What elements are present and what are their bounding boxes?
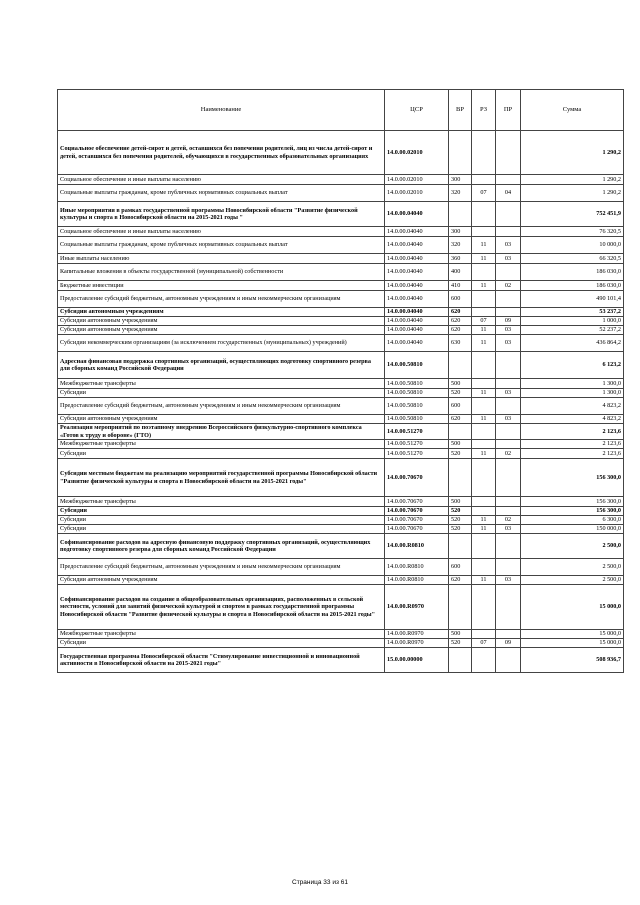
cell-vr [449,131,472,175]
cell-name: Предоставление субсидий бюджетным, автономным учреждениям и иным некоммерческим организациям [58,291,385,308]
cell-sum: 150 000,0 [521,525,624,534]
cell-pr [496,308,521,317]
cell-rz [472,497,496,507]
cell-csr: 14.0.00.R0970 [385,630,449,639]
cell-pr [496,131,521,175]
cell-rz [472,227,496,237]
cell-name: Предоставление субсидий бюджетным, автономным учреждениям и иным некоммерческим организациям [58,559,385,576]
cell-name: Софинансирование расходов на адресную финансовую поддержку спортивных организаций, осуществляющих подготовку спортивного резерва для сборных команд Российской Федерации [58,534,385,559]
table-body [58,131,624,673]
table-row [58,335,624,352]
table-row [58,630,624,639]
cell-rz: 11 [472,525,496,534]
cell-name: Социальное обеспечение детей-сирот и детей, оставшихся без попечения родителей, лиц из числа детей-сирот и детей, оставшихся без попечения родителей, обучающихся в государственных образовательных организациях [58,131,385,175]
cell-rz [472,585,496,630]
cell-vr [449,585,472,630]
cell-rz [472,308,496,317]
cell-pr [496,440,521,449]
table-row [58,639,624,648]
table-row [58,534,624,559]
cell-pr: 03 [496,389,521,398]
cell-rz [472,379,496,389]
cell-name: Субсидии автономным учреждениям [58,326,385,335]
cell-pr [496,202,521,227]
cell-csr: 14.0.00.51270 [385,449,449,459]
cell-vr: 360 [449,254,472,264]
cell-pr [496,585,521,630]
cell-name: Субсидии [58,516,385,525]
cell-csr: 14.0.00.04040 [385,254,449,264]
cell-csr: 14.0.00.04040 [385,281,449,291]
cell-vr: 500 [449,497,472,507]
cell-rz: 11 [472,281,496,291]
table-row [58,440,624,449]
cell-csr: 14.0.00.51270 [385,440,449,449]
cell-rz [472,175,496,185]
cell-sum: 156 300,0 [521,459,624,497]
cell-name: Капитальные вложения в объекты государственной (муниципальной) собственности [58,264,385,281]
cell-pr: 02 [496,449,521,459]
cell-sum: 2 123,6 [521,449,624,459]
cell-pr: 03 [496,326,521,335]
cell-rz: 11 [472,516,496,525]
cell-rz: 07 [472,639,496,648]
cell-sum: 156 300,0 [521,507,624,516]
cell-rz: 11 [472,576,496,585]
table-row [58,264,624,281]
cell-csr: 14.0.00.04040 [385,291,449,308]
table-row [58,308,624,317]
cell-pr [496,507,521,516]
cell-name: Субсидии автономным учреждениям [58,576,385,585]
cell-vr: 620 [449,308,472,317]
cell-rz [472,398,496,415]
cell-vr: 600 [449,559,472,576]
cell-rz: 11 [472,326,496,335]
cell-rz: 07 [472,317,496,326]
cell-vr: 500 [449,630,472,639]
cell-sum: 1 290,2 [521,175,624,185]
cell-sum: 1 000,0 [521,317,624,326]
table-row [58,415,624,424]
table-row [58,281,624,291]
cell-name: Субсидии [58,507,385,516]
table-row [58,516,624,525]
table-row [58,317,624,326]
cell-vr [449,459,472,497]
cell-sum: 53 237,2 [521,308,624,317]
header-csr: ЦСР [385,90,449,131]
cell-pr [496,264,521,281]
cell-vr: 600 [449,291,472,308]
cell-name: Межбюджетные трансферты [58,440,385,449]
cell-sum: 2 500,0 [521,559,624,576]
cell-name: Социальное обеспечение и иные выплаты населению [58,227,385,237]
cell-pr: 03 [496,415,521,424]
cell-pr [496,175,521,185]
cell-sum: 10 000,0 [521,237,624,254]
cell-pr [496,459,521,497]
cell-name: Субсидии автономным учреждениям [58,317,385,326]
cell-pr [496,497,521,507]
cell-sum: 4 823,2 [521,415,624,424]
cell-rz: 11 [472,389,496,398]
cell-csr: 14.0.00.70670 [385,525,449,534]
cell-vr: 520 [449,639,472,648]
cell-name: Субсидии автономным учреждениям [58,415,385,424]
cell-vr: 630 [449,335,472,352]
table-row [58,525,624,534]
cell-csr: 14.0.00.50810 [385,352,449,379]
cell-vr: 500 [449,440,472,449]
cell-name: Реализация мероприятий по поэтапному внедрению Всероссийского физкультурно-спортивного комплекса «Готов к труду и обороне» (ГТО) [58,424,385,440]
cell-rz [472,648,496,673]
cell-sum: 1 290,2 [521,185,624,202]
cell-csr: 14.0.00.70670 [385,507,449,516]
cell-vr [449,352,472,379]
cell-vr: 410 [449,281,472,291]
cell-csr: 14.0.00.50810 [385,398,449,415]
cell-pr: 02 [496,281,521,291]
cell-sum: 76 320,5 [521,227,624,237]
cell-name: Субсидии местным бюджетам на реализацию мероприятий государственной программы Новосибирской области "Развитие физической культуры и спорта в Новосибирской области на 2015-2021 годы" [58,459,385,497]
table-row [58,559,624,576]
cell-csr: 14.0.00.70670 [385,459,449,497]
cell-rz [472,507,496,516]
cell-csr: 14.0.00.50810 [385,389,449,398]
header-name: Наименование [58,90,385,131]
cell-rz: 11 [472,335,496,352]
cell-vr [449,202,472,227]
cell-name: Субсидии [58,525,385,534]
cell-sum: 186 030,0 [521,281,624,291]
cell-vr: 300 [449,175,472,185]
cell-name: Субсидии [58,639,385,648]
header-rz: РЗ [472,90,496,131]
table-row [58,326,624,335]
cell-csr: 14.0.00.R0810 [385,534,449,559]
cell-csr: 14.0.00.R0970 [385,639,449,648]
cell-sum: 52 237,2 [521,326,624,335]
cell-pr [496,352,521,379]
cell-vr: 400 [449,264,472,281]
cell-pr [496,398,521,415]
cell-vr: 520 [449,507,472,516]
cell-name: Социальное обеспечение и иные выплаты населению [58,175,385,185]
cell-sum: 490 101,4 [521,291,624,308]
cell-name: Бюджетные инвестиции [58,281,385,291]
cell-csr: 14.0.00.04040 [385,227,449,237]
cell-sum: 6 300,0 [521,516,624,525]
table-row [58,202,624,227]
cell-pr: 03 [496,576,521,585]
page-number: Страница 33 из 61 [292,879,348,886]
cell-name: Иные выплаты населению [58,254,385,264]
cell-rz [472,202,496,227]
cell-vr: 600 [449,398,472,415]
table-row [58,576,624,585]
table-row [58,379,624,389]
cell-vr: 320 [449,185,472,202]
cell-csr: 14.0.00.02010 [385,131,449,175]
cell-csr: 14.0.00.02010 [385,175,449,185]
table-row [58,398,624,415]
cell-vr: 620 [449,326,472,335]
cell-vr: 520 [449,389,472,398]
cell-csr: 14.0.00.04040 [385,317,449,326]
table-row [58,648,624,673]
cell-pr [496,559,521,576]
cell-vr: 300 [449,227,472,237]
cell-csr: 15.0.00.00000 [385,648,449,673]
table-row [58,459,624,497]
cell-rz: 11 [472,449,496,459]
cell-sum: 15 000,0 [521,630,624,639]
table-row [58,131,624,175]
cell-rz [472,459,496,497]
cell-pr: 09 [496,317,521,326]
cell-pr: 03 [496,254,521,264]
table-row [58,389,624,398]
cell-csr: 14.0.00.04040 [385,326,449,335]
cell-csr: 14.0.00.R0970 [385,585,449,630]
cell-csr: 14.0.00.70670 [385,497,449,507]
cell-pr [496,291,521,308]
cell-pr: 03 [496,237,521,254]
cell-csr: 14.0.00.50810 [385,415,449,424]
table-row [58,507,624,516]
cell-sum: 15 000,0 [521,639,624,648]
cell-pr: 04 [496,185,521,202]
cell-sum: 1 290,2 [521,131,624,175]
cell-rz: 11 [472,254,496,264]
cell-csr: 14.0.00.04040 [385,237,449,254]
cell-name: Субсидии некоммерческим организациям (за исключением государственных (муниципальных) учреждений) [58,335,385,352]
cell-rz: 11 [472,415,496,424]
cell-csr: 14.0.00.51270 [385,424,449,440]
cell-rz [472,534,496,559]
cell-csr: 14.0.00.04040 [385,264,449,281]
table-row [58,237,624,254]
cell-name: Иные мероприятия в рамках государственной программы Новосибирской области "Развитие физической культуры и спорта в Новосибирской области на 2015-2021 годы " [58,202,385,227]
cell-pr: 03 [496,335,521,352]
cell-rz: 11 [472,237,496,254]
header-sum: Сумма [521,90,624,131]
cell-csr: 14.0.00.R0810 [385,576,449,585]
budget-table [57,89,624,673]
cell-name: Предоставление субсидий бюджетным, автономным учреждениям и иным некоммерческим организациям [58,398,385,415]
cell-vr: 500 [449,379,472,389]
cell-rz [472,424,496,440]
table-row [58,585,624,630]
cell-name: Межбюджетные трансферты [58,497,385,507]
cell-vr [449,648,472,673]
cell-sum: 6 123,2 [521,352,624,379]
cell-sum: 1 300,0 [521,379,624,389]
cell-csr: 14.0.00.50810 [385,379,449,389]
cell-rz: 07 [472,185,496,202]
cell-rz [472,264,496,281]
cell-rz [472,131,496,175]
cell-sum: 436 864,2 [521,335,624,352]
cell-pr: 09 [496,639,521,648]
table-row [58,254,624,264]
cell-csr: 14.0.00.04040 [385,308,449,317]
cell-sum: 2 500,0 [521,576,624,585]
cell-csr: 14.0.00.R0810 [385,559,449,576]
cell-sum: 66 320,5 [521,254,624,264]
cell-pr [496,227,521,237]
cell-vr: 620 [449,415,472,424]
cell-name: Государственная программа Новосибирской области "Стимулирование инвестиционной и инновационной активности в Новосибирской области на 2015-2021 годы" [58,648,385,673]
cell-sum: 4 823,2 [521,398,624,415]
cell-sum: 508 936,7 [521,648,624,673]
cell-sum: 15 000,0 [521,585,624,630]
cell-vr: 620 [449,317,472,326]
table-header-row [58,90,624,131]
cell-pr [496,379,521,389]
cell-vr [449,534,472,559]
table-row [58,449,624,459]
table-row [58,352,624,379]
cell-name: Субсидии [58,449,385,459]
table-row [58,497,624,507]
cell-csr: 14.0.00.04040 [385,202,449,227]
table-row [58,424,624,440]
cell-rz [472,630,496,639]
cell-pr [496,424,521,440]
cell-vr: 520 [449,516,472,525]
cell-csr: 14.0.00.70670 [385,516,449,525]
cell-sum: 156 300,0 [521,497,624,507]
cell-rz [472,559,496,576]
cell-name: Социальные выплаты гражданам, кроме публичных нормативных социальных выплат [58,185,385,202]
cell-rz [472,352,496,379]
cell-sum: 1 300,0 [521,389,624,398]
header-vr: ВР [449,90,472,131]
cell-vr: 620 [449,576,472,585]
cell-vr: 520 [449,449,472,459]
cell-pr: 02 [496,516,521,525]
table-row [58,175,624,185]
cell-name: Субсидии автономным учреждениям [58,308,385,317]
cell-vr: 320 [449,237,472,254]
cell-pr [496,648,521,673]
header-pr: ПР [496,90,521,131]
cell-csr: 14.0.00.02010 [385,185,449,202]
table-row [58,291,624,308]
cell-pr [496,630,521,639]
cell-name: Социальные выплаты гражданам, кроме публичных нормативных социальных выплат [58,237,385,254]
cell-csr: 14.0.00.04040 [385,335,449,352]
table-row [58,227,624,237]
cell-pr [496,534,521,559]
cell-sum: 2 500,0 [521,534,624,559]
cell-name: Адресная финансовая поддержка спортивных организаций, осуществляющих подготовку спортивного резерва для сборных команд Российской Федерации [58,352,385,379]
cell-sum: 186 030,0 [521,264,624,281]
cell-rz [472,291,496,308]
cell-rz [472,440,496,449]
cell-sum: 2 123,6 [521,440,624,449]
cell-vr: 520 [449,525,472,534]
cell-sum: 752 451,9 [521,202,624,227]
cell-name: Софинансирование расходов на создание в общеобразовательных организациях, расположенных в сельской местности, условий для занятий физической культурой и спортом в рамках государственной программы Новосибирской области "Развитие физической культуры и спорта в Новосибирской области на 2015-2021 годы" [58,585,385,630]
table-row [58,185,624,202]
cell-sum: 2 123,6 [521,424,624,440]
cell-vr [449,424,472,440]
cell-name: Субсидии [58,389,385,398]
cell-pr: 03 [496,525,521,534]
cell-name: Межбюджетные трансферты [58,630,385,639]
cell-name: Межбюджетные трансферты [58,379,385,389]
